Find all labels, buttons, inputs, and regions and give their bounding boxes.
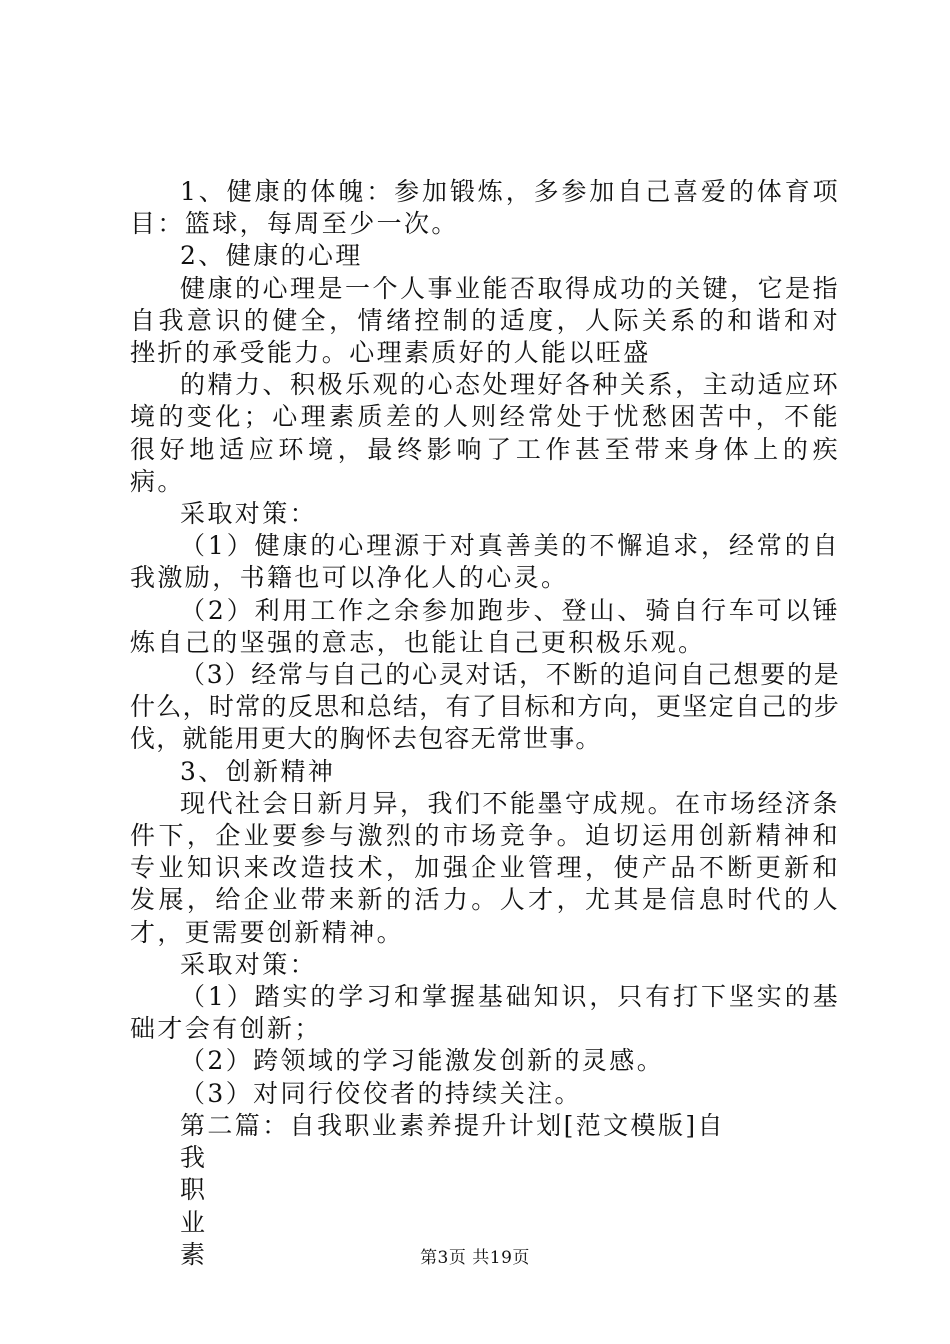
page-number-footer: 第3页 共19页	[420, 1248, 530, 1268]
paragraph-health-body: 1、健康的体魄：参加锻炼，多参加自己喜爱的体育项目：篮球，每周至少一次。	[130, 177, 840, 239]
paragraph-innovation-heading: 3、创新精神	[180, 756, 336, 786]
paragraph-health-mind-continued: 的精力、积极乐观的心态处理好各种关系，主动适应环境的变化；心理素质差的人则经常处于忧愁困苦中，不能很好地适应环境，最终影响了工作甚至带来身体上的疾病。	[130, 370, 840, 496]
paragraph-innovation-body: 现代社会日新月异，我们不能墨守成规。在市场经济条件下，企业要参与激烈的市场竞争。迫切运用创新精神和专业知识来改造技术，加强企业管理，使产品不断更新和发展，给企业带来新的活力。人才，尤其是信息时代的人才，更需要创新精神。	[130, 788, 840, 947]
paragraph-part-two-title: 第二篇：自我职业素养提升计划[范文模版]自	[180, 1110, 725, 1140]
vertical-char: 素	[180, 1239, 206, 1269]
paragraph-measures-heading-2: 采取对策：	[180, 949, 318, 979]
paragraph-measure-2-1: （1）踏实的学习和掌握基础知识，只有打下坚实的基础才会有创新；	[130, 982, 840, 1044]
vertical-char: 我	[180, 1143, 206, 1173]
vertical-char: 业	[180, 1207, 206, 1237]
paragraph-measure-1-1: （1）健康的心理源于对真善美的不懈追求，经常的自我激励，书籍也可以净化人的心灵。	[130, 531, 840, 593]
paragraph-health-mind-intro: 健康的心理是一个人事业能否取得成功的关键，它是指自我意识的健全，情绪控制的适度，人际关系的和谐和对挫折的承受能力。心理素质好的人能以旺盛	[130, 273, 840, 368]
paragraph-health-mind-heading: 2、健康的心理	[180, 241, 363, 271]
vertical-char: 职	[180, 1175, 206, 1205]
paragraph-measure-1-3: （3）经常与自己的心灵对话，不断的追问自己想要的是什么，时常的反思和总结，有了目标和方向，更坚定自己的步伐，就能用更大的胸怀去包容无常世事。	[130, 660, 840, 754]
paragraph-measure-2-3: （3）对同行佼佼者的持续关注。	[180, 1078, 582, 1108]
document-body	[130, 176, 840, 1271]
paragraph-measures-heading-1: 采取对策：	[180, 499, 318, 529]
paragraph-measure-1-2: （2）利用工作之余参加跑步、登山、骑自行车可以锤炼自己的坚强的意志，也能让自己更积极乐观。	[130, 595, 840, 657]
paragraph-measure-2-2: （2）跨领域的学习能激发创新的灵感。	[180, 1046, 665, 1076]
